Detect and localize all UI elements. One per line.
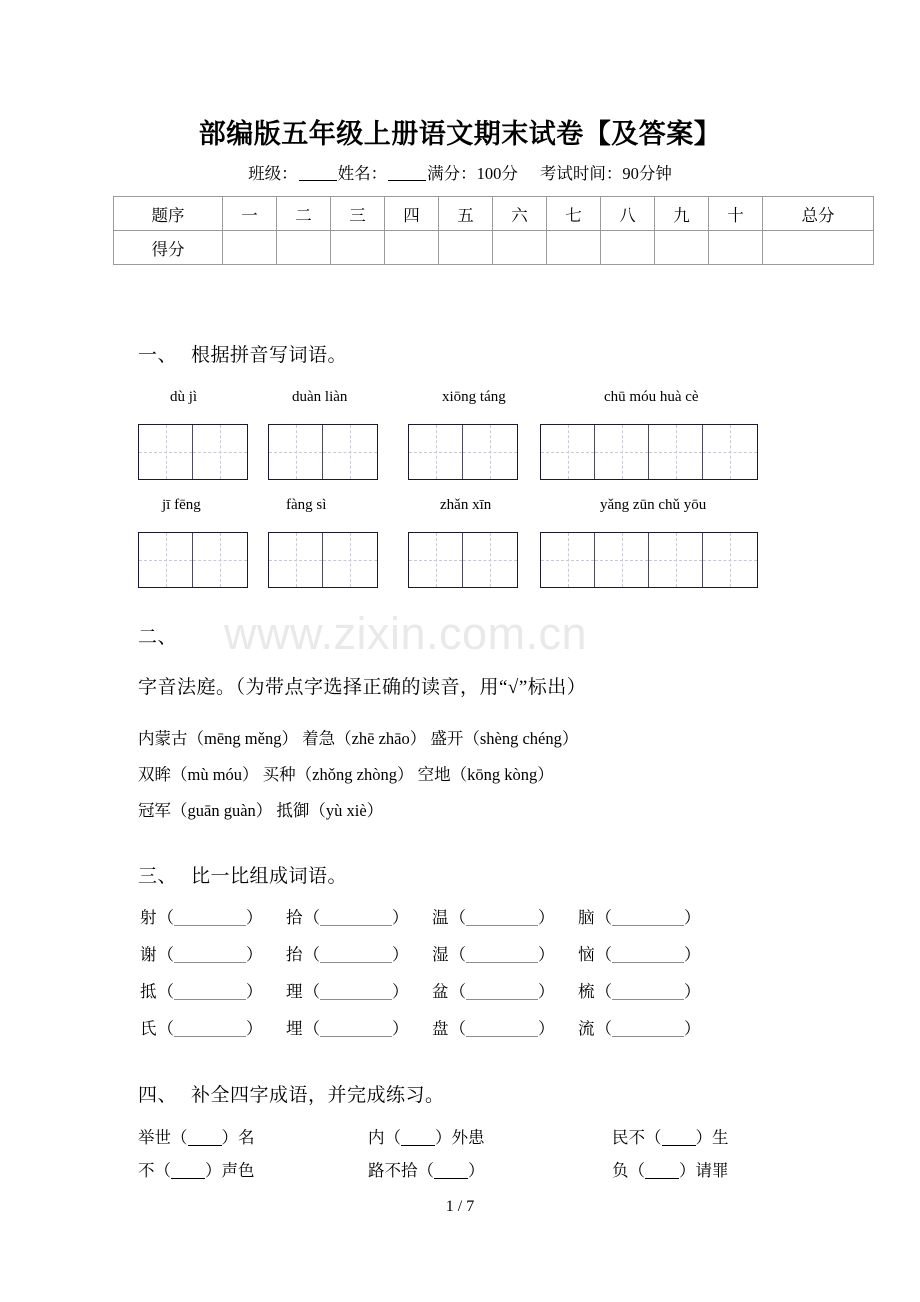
- idiom-item: [138, 1157, 255, 1181]
- grid-cell[interactable]: [595, 425, 649, 479]
- idiom-item: [368, 1124, 485, 1148]
- grid-cell[interactable]: [323, 425, 377, 479]
- grid-cell[interactable]: [649, 425, 703, 479]
- section-index-1: 一、: [138, 345, 178, 366]
- idiom-prefix: 负（: [612, 1161, 645, 1180]
- grid-cell[interactable]: [139, 425, 193, 479]
- grid-group-1-4[interactable]: [540, 424, 758, 480]
- word-char: 盘: [432, 1019, 449, 1038]
- score-cell-2[interactable]: [277, 231, 331, 265]
- name-label: 姓名：: [337, 164, 388, 183]
- word-build-row-4: [140, 1015, 701, 1039]
- word-build-item: 抵（ ）: [140, 982, 263, 1001]
- score-cell-9[interactable]: [655, 231, 709, 265]
- grid-group-1-2[interactable]: [268, 424, 378, 480]
- idiom-blank[interactable]: [188, 1145, 222, 1146]
- word-build-item: 抬（ ）: [286, 945, 409, 964]
- idiom-item: [612, 1157, 729, 1181]
- col-8: 八: [601, 197, 655, 231]
- word-build-row-1: [140, 904, 701, 928]
- grid-group-2-4[interactable]: [540, 532, 758, 588]
- pinyin-2-4: yǎng zūn chǔ yōu: [600, 497, 707, 513]
- word-blank[interactable]: [466, 962, 538, 963]
- col-2: 二: [277, 197, 331, 231]
- pinyin-1-4: chū móu huà cè: [604, 389, 699, 405]
- score-cell-3[interactable]: [331, 231, 385, 265]
- pinyin-2-2: fàng sì: [286, 497, 327, 513]
- word-char: 流: [578, 1019, 595, 1038]
- grid-group-1-1[interactable]: [138, 424, 248, 480]
- word-build-item: 谢（ ）: [140, 945, 263, 964]
- score-cell-total[interactable]: [763, 231, 874, 265]
- class-label: 班级：: [248, 164, 298, 183]
- pinyin-2-1: jī fēng: [162, 497, 201, 513]
- word-build-item: 脑（ ）: [578, 908, 701, 927]
- word-char: 射: [140, 908, 157, 927]
- grid-cell[interactable]: [269, 425, 323, 479]
- section-index-4: 四、: [138, 1085, 178, 1106]
- word-char: 抵: [140, 982, 157, 1001]
- section-index-2: 二、: [138, 627, 178, 648]
- idiom-suffix: ）请罪: [679, 1161, 729, 1180]
- pinyin-2-3: zhǎn xīn: [440, 497, 492, 513]
- word-blank[interactable]: [174, 962, 246, 963]
- grid-cell[interactable]: [541, 533, 595, 587]
- word-blank[interactable]: [320, 962, 392, 963]
- word-char: 理: [286, 982, 303, 1001]
- grid-cell[interactable]: [703, 425, 757, 479]
- idiom-blank[interactable]: [662, 1145, 696, 1146]
- idiom-blank[interactable]: [645, 1178, 679, 1179]
- page-title: 部编版五年级上册语文期末试卷【及答案】: [198, 119, 722, 149]
- word-blank[interactable]: [612, 999, 684, 1000]
- pinyin-row-2: [138, 497, 706, 514]
- word-blank[interactable]: [174, 1036, 246, 1037]
- section-heading-3: [138, 861, 347, 888]
- word-build-row-2: [140, 941, 701, 965]
- idiom-prefix: 举世（: [138, 1128, 188, 1147]
- score-cell-8[interactable]: [601, 231, 655, 265]
- grid-group-1-3[interactable]: [408, 424, 518, 480]
- score-cell-7[interactable]: [547, 231, 601, 265]
- exam-meta-line: [0, 160, 920, 184]
- word-char: 湿: [432, 945, 449, 964]
- grid-group-2-1[interactable]: [138, 532, 248, 588]
- grid-cell[interactable]: [595, 533, 649, 587]
- idiom-prefix: 民不（: [612, 1128, 662, 1147]
- col-3: 三: [331, 197, 385, 231]
- score-cell-4[interactable]: [385, 231, 439, 265]
- col-9: 九: [655, 197, 709, 231]
- section-title-3: 比一比组成词语。: [191, 866, 348, 887]
- idiom-suffix: ）声色: [205, 1161, 255, 1180]
- name-blank[interactable]: [388, 180, 426, 181]
- score-table: [113, 196, 874, 265]
- class-blank[interactable]: [299, 180, 337, 181]
- word-build-item: 湿（ ）: [432, 945, 555, 964]
- score-cell-10[interactable]: [709, 231, 763, 265]
- word-build-item: 恼（ ）: [578, 945, 701, 964]
- idiom-blank[interactable]: [171, 1178, 205, 1179]
- pinyin-1-2: duàn liàn: [292, 389, 348, 405]
- col-6: 六: [493, 197, 547, 231]
- word-char: 盆: [432, 982, 449, 1001]
- score-cell-1[interactable]: [223, 231, 277, 265]
- full-score-value: 100分: [476, 164, 518, 183]
- col-4: 四: [385, 197, 439, 231]
- idiom-suffix: ）生: [695, 1128, 729, 1147]
- word-char: 埋: [286, 1019, 303, 1038]
- word-char: 梳: [578, 982, 595, 1001]
- word-build-item: 射（ ）: [140, 908, 263, 927]
- word-blank[interactable]: [466, 925, 538, 926]
- idiom-blank[interactable]: [434, 1178, 468, 1179]
- grid-group-2-2[interactable]: [268, 532, 378, 588]
- page-number: 1 / 7: [445, 1198, 475, 1215]
- col-total: 总分: [763, 197, 874, 231]
- word-char: 氏: [140, 1019, 157, 1038]
- word-char: 脑: [578, 908, 595, 927]
- pronunciation-line-1[interactable]: 内蒙古（mēng měng） 着急（zhē zhāo） 盛开（shèng chéng）: [138, 729, 579, 748]
- idiom-prefix: 内（: [368, 1128, 401, 1147]
- section-index-3: 三、: [138, 866, 178, 887]
- word-blank[interactable]: [174, 999, 246, 1000]
- idiom-suffix: ）: [468, 1161, 485, 1180]
- section-title-2: 字音法庭。（为带点字选择正确的读音，用“√”标出）: [138, 677, 587, 698]
- word-build-item: 拾（ ）: [286, 908, 409, 927]
- grid-cell[interactable]: [193, 533, 247, 587]
- grid-cell[interactable]: [323, 533, 377, 587]
- grid-cell[interactable]: [541, 425, 595, 479]
- exam-time-label: 考试时间：: [539, 164, 623, 183]
- word-char: 温: [432, 908, 449, 927]
- watermark: www.zixin.com.cn: [224, 608, 588, 659]
- word-build-item: 流（ ）: [578, 1019, 701, 1038]
- grid-cell[interactable]: [649, 533, 703, 587]
- grid-cell[interactable]: [409, 533, 463, 587]
- word-blank[interactable]: [612, 962, 684, 963]
- grid-cell[interactable]: [463, 533, 517, 587]
- pinyin-1-1: dù jì: [170, 389, 198, 405]
- word-blank[interactable]: [466, 1036, 538, 1037]
- word-build-item: 盘（ ）: [432, 1019, 555, 1038]
- word-char: 恼: [578, 945, 595, 964]
- pinyin-row-1: [138, 389, 699, 406]
- word-blank[interactable]: [612, 925, 684, 926]
- grid-cell[interactable]: [139, 533, 193, 587]
- word-build-item: 氏（ ）: [140, 1019, 263, 1038]
- word-build-row-3: [140, 978, 701, 1002]
- section-title-1: 根据拼音写词语。: [191, 345, 348, 366]
- row-label-题序: 题序: [114, 197, 223, 231]
- pronunciation-line-3[interactable]: 冠军（guān guàn） 抵御（yù xiè）: [138, 801, 384, 820]
- idiom-blank[interactable]: [401, 1145, 435, 1146]
- word-char: 拾: [286, 908, 303, 927]
- idiom-suffix: ）名: [221, 1128, 255, 1147]
- section-title-4: 补全四字成语，并完成练习。: [191, 1085, 445, 1106]
- score-cell-6[interactable]: [493, 231, 547, 265]
- grid-cell[interactable]: [463, 425, 517, 479]
- full-score-label: 满分：: [427, 164, 477, 183]
- section-heading-4: [138, 1080, 445, 1107]
- table-row-scores: [114, 231, 874, 265]
- exam-time-value: 90分钟: [622, 164, 672, 183]
- idiom-item: [368, 1157, 485, 1181]
- pinyin-1-3: xiōng táng: [442, 389, 506, 405]
- word-build-item: 理（ ）: [286, 982, 409, 1001]
- col-5: 五: [439, 197, 493, 231]
- grid-cell[interactable]: [193, 425, 247, 479]
- word-char: 抬: [286, 945, 303, 964]
- word-blank[interactable]: [174, 925, 246, 926]
- table-row-header: [114, 197, 874, 231]
- col-7: 七: [547, 197, 601, 231]
- word-blank[interactable]: [320, 999, 392, 1000]
- section-heading-1: [138, 340, 347, 367]
- grid-group-2-3[interactable]: [408, 532, 518, 588]
- score-cell-5[interactable]: [439, 231, 493, 265]
- word-char: 谢: [140, 945, 157, 964]
- row-label-得分: 得分: [114, 231, 223, 265]
- col-10: 十: [709, 197, 763, 231]
- word-build-item: 温（ ）: [432, 908, 555, 927]
- grid-cell[interactable]: [269, 533, 323, 587]
- word-build-item: 梳（ ）: [578, 982, 701, 1001]
- idiom-item: [612, 1124, 729, 1148]
- word-build-item: 盆（ ）: [432, 982, 555, 1001]
- pronunciation-line-2[interactable]: 双眸（mù móu） 买种（zhǒng zhòng） 空地（kōng kòng）: [138, 765, 554, 784]
- idiom-prefix: 不（: [138, 1161, 171, 1180]
- word-build-item: 埋（ ）: [286, 1019, 409, 1038]
- word-blank[interactable]: [466, 999, 538, 1000]
- grid-cell[interactable]: [703, 533, 757, 587]
- word-blank[interactable]: [320, 925, 392, 926]
- col-1: 一: [223, 197, 277, 231]
- idiom-item: [138, 1124, 255, 1148]
- grid-cell[interactable]: [409, 425, 463, 479]
- idiom-prefix: 路不拾（: [368, 1161, 434, 1180]
- word-blank[interactable]: [320, 1036, 392, 1037]
- idiom-suffix: ）外患: [435, 1128, 485, 1147]
- word-blank[interactable]: [612, 1036, 684, 1037]
